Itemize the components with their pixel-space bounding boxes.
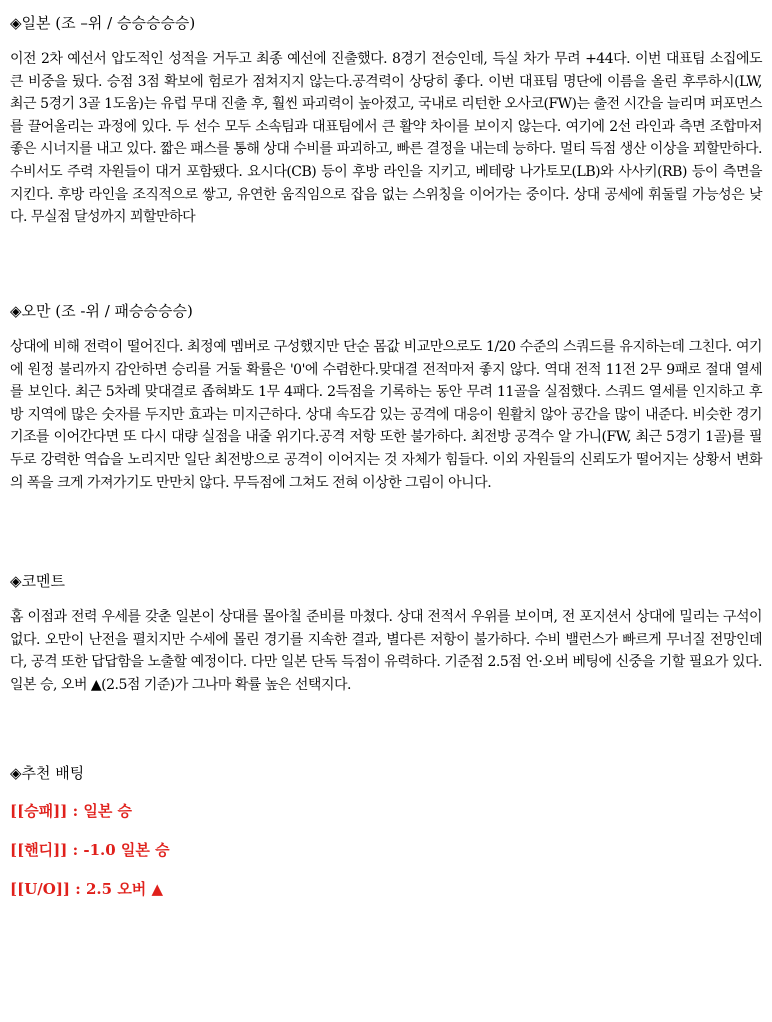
japan-heading: ◈일본 (조 –위 / 승승승승승) <box>10 14 196 32</box>
recommend-win: [[승패]] : 일본 승 <box>10 802 133 820</box>
comment-body: 홈 이점과 전력 우세를 갖춘 일본이 상대를 몰아칠 준비를 마쳤다. 상대 전적서 우위를 보이며, 전 포지션서 상대에 밀리는 구석이 없다. 오만이 난전을 펼치지만 수세에 몰린 경기를 지속한 결과, 별다른 저항이 불가하다. 수비 밸런스가 빠르게 무너질 전망인데다, 공격 또한 답답함을 노출할 예정이다. 다만 일본 단독 득점이 유력하다. 기준점 2.5점 언·오버 베팅에 신중을 기할 필요가 있다. 일본 승, 오버 ▲(2.5점 기준)가 그나마 확률 높은 선택지다. <box>10 609 762 693</box>
oman-heading: ◈오만 (조 -위 / 패승승승승) <box>10 302 193 320</box>
recommend-handicap: [[핸디]] : -1.0 일본 승 <box>10 841 170 859</box>
oman-body: 상대에 비해 전력이 떨어진다. 최정예 멤버로 구성했지만 단순 몸값 비교만으로도 1/20 수준의 스쿼드를 유지하는데 그친다. 여기에 원정 불리까지 감안하면 승리를 거둘 확률은 '0'에 수렴한다.맞대결 전적마저 좋지 않다. 역대 전적 11전 2무 9패로 절대 열세를 보인다. 최근 5차례 맞대결로 좁혀봐도 1무 4패다. 2득점을 기록하는 동안 무려 11골을 실점했다. 스쿼드 열세를 인지하고 후방 지역에 많은 숫자를 두지만 효과는 미지근하다. 상대 속도감 있는 공격에 대응이 원활치 않아 공간을 많이 내준다. 비슷한 경기 기조를 이어간다면 또 다시 대량 실점을 내줄 위기다.공격 저항 또한 불가하다. 최전방 공격수 알 가니(FW, 최근 5경기 1골)를 필두로 강력한 역습을 노리지만 일단 최전방으로 공격이 이어지는 것 자체가 힘들다. 이외 자원들의 신뢰도가 떨어지는 상황서 변화의 폭을 크게 가져가기도 만만치 않다. 무득점에 그쳐도 전혀 이상한 그림이 아니다. <box>10 339 762 491</box>
recommend-overunder: [[U/O]] : 2.5 오버 ▲ <box>10 880 164 898</box>
comment-heading: ◈코멘트 <box>10 572 66 590</box>
recommend-heading: ◈추천 배팅 <box>10 764 85 782</box>
japan-body: 이전 2차 예선서 압도적인 성적을 거두고 최종 예선에 진출했다. 8경기 전승인데, 득실 차가 무려 +44다. 이번 대표팀 소집에도 큰 비중을 뒀다. 승점 3점 확보에 험로가 점쳐지지 않는다.공격력이 상당히 좋다. 이번 대표팀 명단에 이름을 올린 후루하시(LW, 최근 5경기 3골 1도움)는 유럽 무대 진출 후, 훨씬 파괴력이 높아졌고, 국내로 리턴한 오사코(FW)는 출전 시간을 늘리며 퍼포먼스를 끌어올리는 과정에 있다. 두 선수 모두 소속팀과 대표팀에서 큰 활약 차이를 보이지 않는다. 여기에 2선 라인과 측면 조합마저 좋은 시너지를 내고 있다. 짧은 패스를 통해 상대 수비를 파괴하고, 빠른 결정을 내는데 능하다. 멀티 득점 생산 이상을 꾀할만하다.수비서도 주력 자원들이 대거 포함됐다. 요시다(CB) 등이 후방 라인을 지키고, 베테랑 나가토모(LB)와 사사키(RB) 등이 측면을 지킨다. 후방 라인을 조직적으로 쌓고, 유연한 움직임으로 잡음 없는 스위칭을 이어가는 중이다. 상대 공세에 휘둘릴 가능성은 낮다. 무실점 달성까지 꾀할만하다 <box>10 51 762 226</box>
